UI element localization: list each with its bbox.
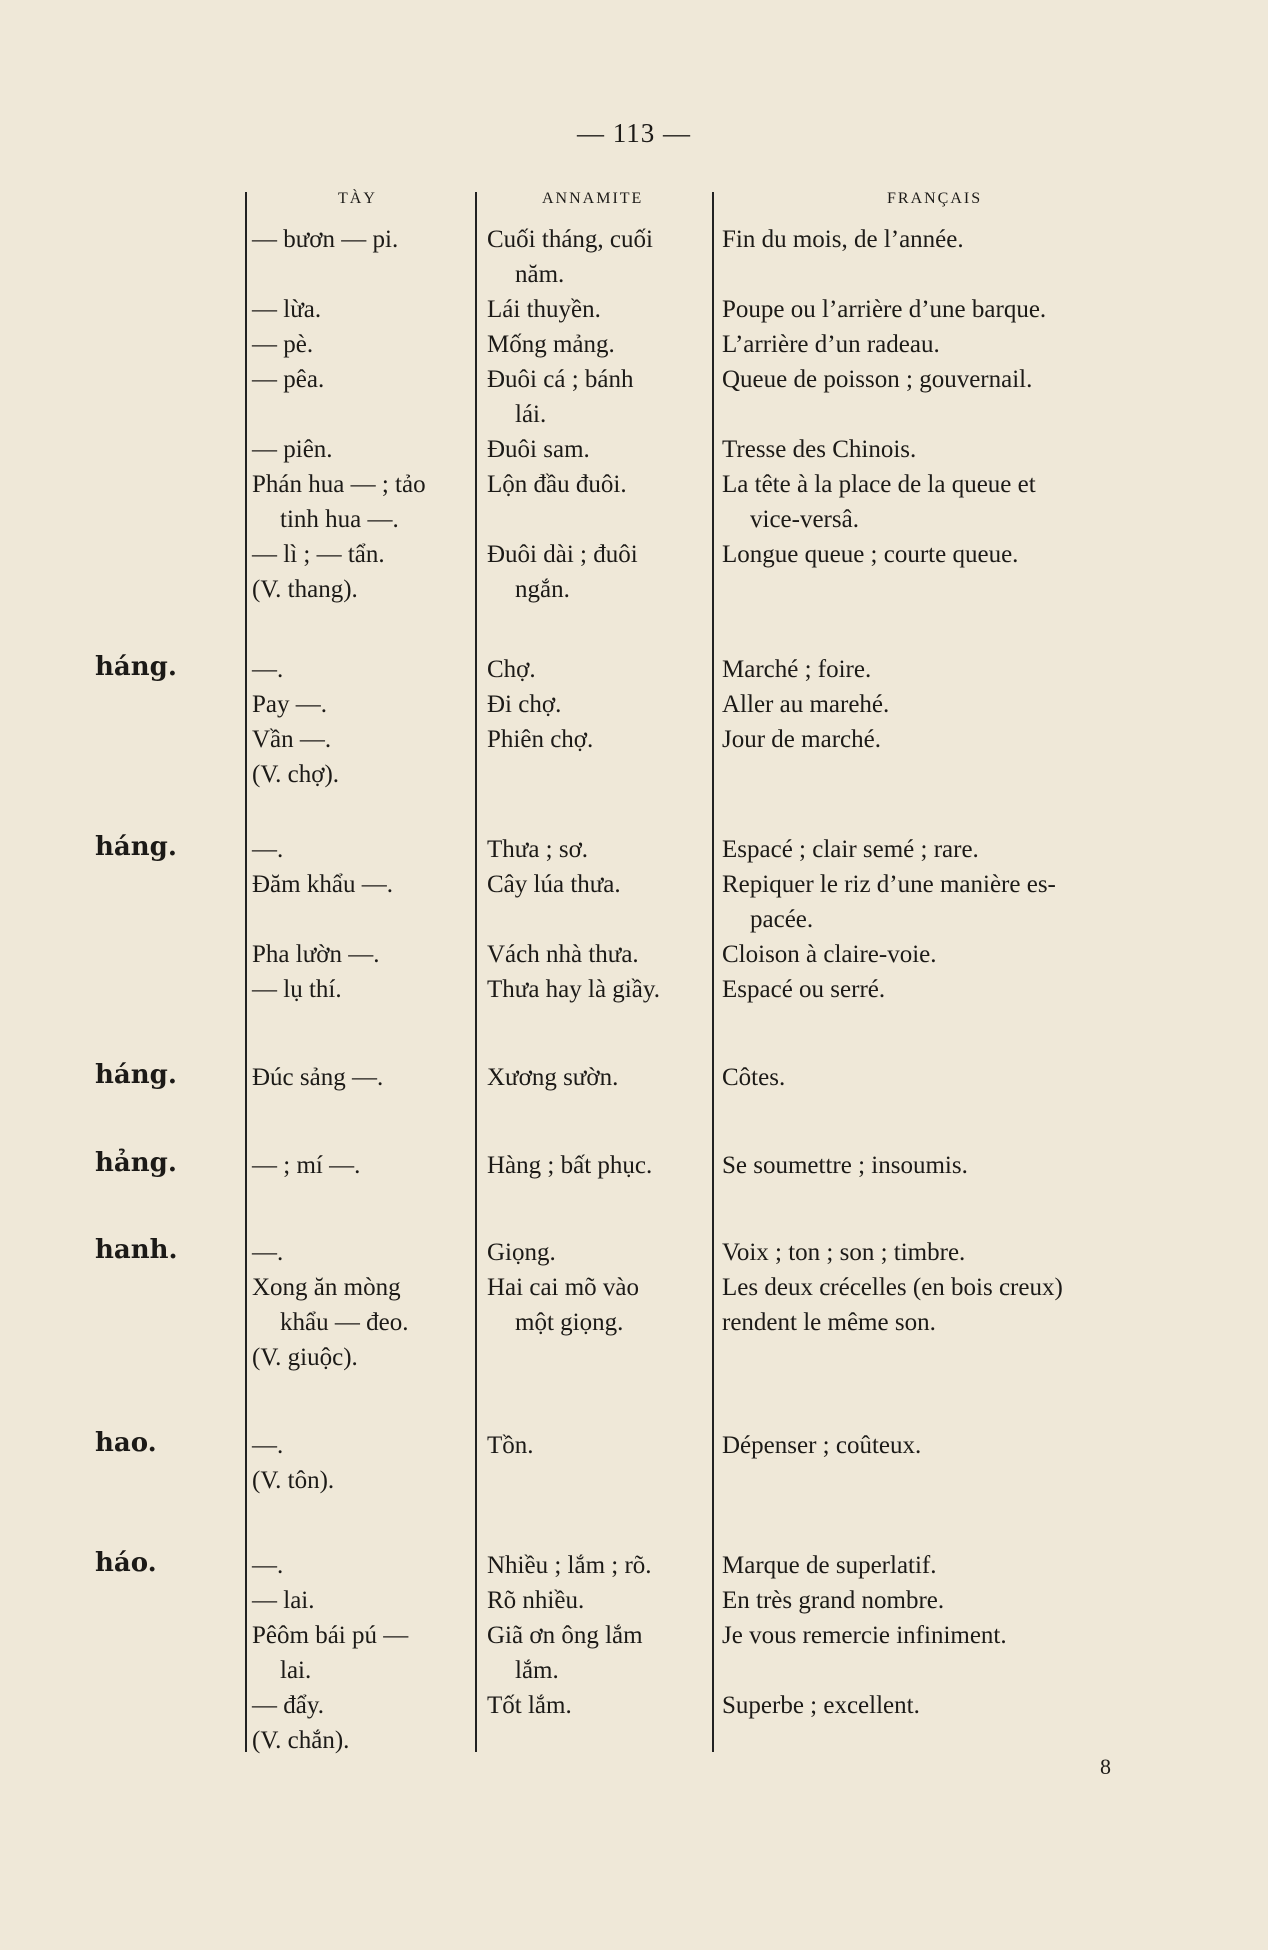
tay-line: lai. xyxy=(280,1657,312,1684)
annamite-line xyxy=(487,1463,707,1498)
francais-line: Espacé ; clair semé ; rare. xyxy=(722,836,979,863)
francais-line: Marque de superlatif. xyxy=(722,1552,937,1579)
annamite-line: Lộn đầu đuôi. xyxy=(487,471,627,498)
tay-line xyxy=(252,257,470,292)
tay-line xyxy=(252,902,470,937)
tay-line: (V. thang). xyxy=(252,576,358,603)
annamite-line: Rõ nhiều. xyxy=(487,1587,585,1614)
francais-line: Repiquer le riz d’une manière es- xyxy=(722,871,1056,898)
francais-line: Se soumettre ; insoumis. xyxy=(722,1152,968,1179)
annamite-line: Đi chợ. xyxy=(487,691,562,718)
tay-column xyxy=(252,652,470,792)
francais-column xyxy=(722,1060,1152,1095)
francais-line: Dépenser ; coûteux. xyxy=(722,1432,922,1459)
tay-line: — piên. xyxy=(252,436,333,463)
tay-line: — đẩy. xyxy=(252,1692,324,1719)
francais-line xyxy=(722,757,1152,792)
tay-line: — ; mí —. xyxy=(252,1152,361,1179)
francais-line: Superbe ; excellent. xyxy=(722,1692,920,1719)
annamite-line xyxy=(487,502,707,537)
tay-line: tinh hua —. xyxy=(280,506,399,533)
francais-line xyxy=(722,1723,1152,1758)
headword: hao. xyxy=(95,1428,157,1458)
francais-column xyxy=(722,652,1152,792)
tay-line: — pè. xyxy=(252,331,314,358)
francais-line: Les deux crécelles (en bois creux) xyxy=(722,1274,1063,1301)
tay-line: khẩu — đeo. xyxy=(280,1309,409,1336)
tay-line: —. xyxy=(252,836,284,863)
column-rule-middle-2 xyxy=(712,192,714,1752)
tay-line: — bươn — pi. xyxy=(252,226,399,253)
annamite-line: năm. xyxy=(515,261,565,288)
francais-column xyxy=(722,222,1152,607)
francais-line: Tresse des Chinois. xyxy=(722,436,917,463)
francais-line: En très grand nombre. xyxy=(722,1587,945,1614)
annamite-line xyxy=(487,757,707,792)
francais-column xyxy=(722,1428,1152,1498)
annamite-line: ngắn. xyxy=(515,576,570,603)
annamite-line: Tồn. xyxy=(487,1432,534,1459)
annamite-line: Thưa hay là giầy. xyxy=(487,976,660,1003)
tay-column xyxy=(252,1235,470,1375)
annamite-line: Nhiều ; lắm ; rõ. xyxy=(487,1552,652,1579)
tay-line: Pêôm bái pú — xyxy=(252,1622,409,1649)
francais-column xyxy=(722,1148,1152,1183)
tay-line: Phán hua — ; tảo xyxy=(252,471,426,498)
annamite-line: Phiên chợ. xyxy=(487,726,594,753)
annamite-column xyxy=(487,1148,707,1183)
tay-line: —. xyxy=(252,1432,284,1459)
francais-line xyxy=(722,397,1152,432)
annamite-line: Đuôi dài ; đuôi xyxy=(487,541,638,568)
annamite-line xyxy=(487,902,707,937)
tay-column xyxy=(252,1548,470,1758)
francais-column xyxy=(722,1235,1152,1375)
tay-line: — lì ; — tẩn. xyxy=(252,541,385,568)
tay-line: — lụ thí. xyxy=(252,976,342,1003)
francais-line: Jour de marché. xyxy=(722,726,881,753)
annamite-column xyxy=(487,1548,707,1758)
tay-line: — pêa. xyxy=(252,366,325,393)
annamite-line: Mống mảng. xyxy=(487,331,615,358)
annamite-column xyxy=(487,832,707,1007)
francais-line: Voix ; ton ; son ; timbre. xyxy=(722,1239,966,1266)
annamite-line: Tốt lắm. xyxy=(487,1692,572,1719)
annamite-line: Cây lúa thưa. xyxy=(487,871,621,898)
francais-column xyxy=(722,832,1152,1007)
tay-line: Đúc sảng —. xyxy=(252,1064,384,1091)
annamite-line: Vách nhà thưa. xyxy=(487,941,639,968)
annamite-column xyxy=(487,652,707,792)
headword: háng. xyxy=(95,652,177,682)
annamite-line: Giọng. xyxy=(487,1239,556,1266)
tay-line: — lai. xyxy=(252,1587,315,1614)
francais-line: vice-versâ. xyxy=(750,506,859,533)
francais-line: L’arrière d’un radeau. xyxy=(722,331,940,358)
column-rule-middle-1 xyxy=(475,192,477,1752)
column-rule-left xyxy=(245,192,247,1752)
francais-line: Longue queue ; courte queue. xyxy=(722,541,1019,568)
headword: háng. xyxy=(95,832,177,862)
annamite-line: Thưa ; sơ. xyxy=(487,836,589,863)
annamite-column xyxy=(487,1428,707,1498)
tay-line: —. xyxy=(252,656,284,683)
annamite-line xyxy=(487,1340,707,1375)
column-header-tay: TÀY xyxy=(338,190,377,207)
tay-line: — lừa. xyxy=(252,296,322,323)
tay-line: Vần —. xyxy=(252,726,332,753)
francais-line: Espacé ou serré. xyxy=(722,976,886,1003)
tay-line: Xong ăn mòng xyxy=(252,1274,401,1301)
tay-column xyxy=(252,1060,470,1095)
tay-line: Đăm khẩu —. xyxy=(252,871,393,898)
headword: háng. xyxy=(95,1060,177,1090)
annamite-line: một giọng. xyxy=(515,1309,624,1336)
tay-line xyxy=(252,397,470,432)
annamite-line: Cuối tháng, cuối xyxy=(487,226,653,253)
francais-line: Je vous remercie infiniment. xyxy=(722,1622,1007,1649)
tay-line: (V. tôn). xyxy=(252,1467,335,1494)
annamite-line: Hàng ; bất phục. xyxy=(487,1152,653,1179)
tay-line: —. xyxy=(252,1552,284,1579)
annamite-column xyxy=(487,1235,707,1375)
column-header-annamite: ANNAMITE xyxy=(542,190,644,207)
francais-line xyxy=(722,1463,1152,1498)
headword: hanh. xyxy=(95,1235,178,1265)
francais-line: Côtes. xyxy=(722,1064,786,1091)
annamite-column xyxy=(487,222,707,607)
annamite-column xyxy=(487,1060,707,1095)
tay-column xyxy=(252,1428,470,1498)
francais-line: pacée. xyxy=(750,906,814,933)
tay-line: Pay —. xyxy=(252,691,327,718)
tay-line: (V. chắn). xyxy=(252,1727,350,1754)
tay-line: (V. giuộc). xyxy=(252,1344,358,1371)
annamite-line: Chợ. xyxy=(487,656,536,683)
annamite-line: Đuôi sam. xyxy=(487,436,590,463)
francais-line: Queue de poisson ; gouvernail. xyxy=(722,366,1033,393)
headword: hảng. xyxy=(95,1148,177,1178)
annamite-line: Đuôi cá ; bánh xyxy=(487,366,634,393)
francais-column xyxy=(722,1548,1152,1758)
tay-column xyxy=(252,1148,470,1183)
francais-line xyxy=(722,1653,1152,1688)
tay-line: Pha lườn —. xyxy=(252,941,380,968)
francais-line: Poupe ou l’arrière d’une barque. xyxy=(722,296,1047,323)
tay-line: (V. chợ). xyxy=(252,761,340,788)
headword: háo. xyxy=(95,1548,157,1578)
annamite-line: lái. xyxy=(515,401,547,428)
francais-line xyxy=(722,572,1152,607)
column-header-francais: FRANÇAIS xyxy=(887,190,983,207)
tay-column xyxy=(252,222,470,607)
francais-line xyxy=(722,257,1152,292)
francais-line: Marché ; foire. xyxy=(722,656,872,683)
francais-line: La tête à la place de la queue et xyxy=(722,471,1036,498)
annamite-line: lắm. xyxy=(515,1657,559,1684)
footer-number: 8 xyxy=(1100,1754,1111,1779)
francais-line: Fin du mois, de l’année. xyxy=(722,226,964,253)
annamite-line: Giã ơn ông lắm xyxy=(487,1622,643,1649)
annamite-line: Xương sườn. xyxy=(487,1064,619,1091)
francais-line: Aller au marehé. xyxy=(722,691,890,718)
annamite-line: Hai cai mõ vào xyxy=(487,1274,640,1301)
francais-line: Cloison à claire-voie. xyxy=(722,941,937,968)
page-number: — 113 — xyxy=(577,118,691,148)
francais-line xyxy=(722,1340,1152,1375)
francais-line: rendent le même son. xyxy=(722,1309,936,1336)
tay-column xyxy=(252,832,470,1007)
tay-line: —. xyxy=(252,1239,284,1266)
annamite-line xyxy=(487,1723,707,1758)
annamite-line: Lái thuyền. xyxy=(487,296,601,323)
